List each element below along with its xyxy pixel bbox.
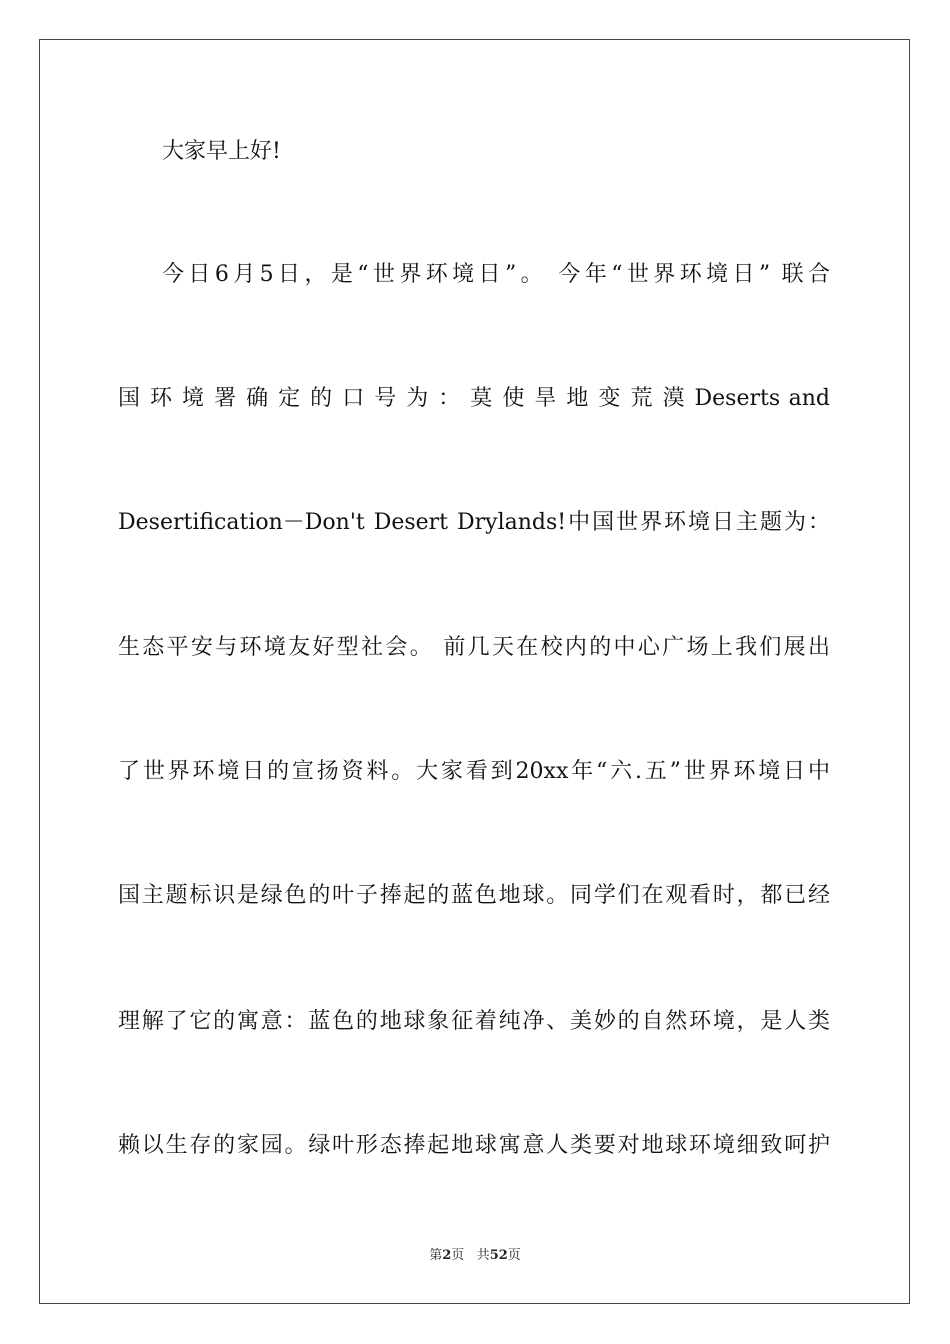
total-prefix: 共	[476, 1248, 490, 1263]
total-suffix: 页	[507, 1248, 521, 1263]
page-number: 2	[442, 1248, 452, 1263]
page-border	[39, 39, 910, 1304]
paragraph-line-2: 国 环 境 署 确 定 的 口 号 为 ： 莫 使 旱 地 变 荒 漠 Deserts and	[118, 386, 830, 411]
paragraph-line-7: 理解了它的寓意：蓝色的地球象征着纯净、美妙的自然环境，是人类	[118, 1009, 830, 1034]
paragraph-line-1: 今日6月5日，是“世界环境日”。 今年“世界环境日” 联合	[162, 262, 830, 287]
page-suffix: 页	[451, 1248, 465, 1263]
paragraph-line-5: 了世界环境日的宣扬资料。大家看到20xx年“六.五”世界环境日中	[118, 759, 830, 784]
total-pages: 52	[489, 1248, 508, 1263]
page-footer	[0, 1247, 950, 1265]
page-prefix: 第	[429, 1248, 443, 1263]
paragraph-line-3: Desertification－Don't Desert Drylands!中国世界环境日主题为：	[118, 510, 830, 535]
paragraph-line-4: 生态平安与环境友好型社会。 前几天在校内的中心广场上我们展出	[118, 635, 830, 660]
paragraph-line-6: 国主题标识是绿色的叶子捧起的蓝色地球。同学们在观看时，都已经	[118, 883, 830, 908]
paragraph-line-8: 赖以生存的家园。绿叶形态捧起地球寓意人类要对地球环境细致呵护	[118, 1133, 830, 1158]
greeting-line: 大家早上好!	[162, 139, 281, 164]
